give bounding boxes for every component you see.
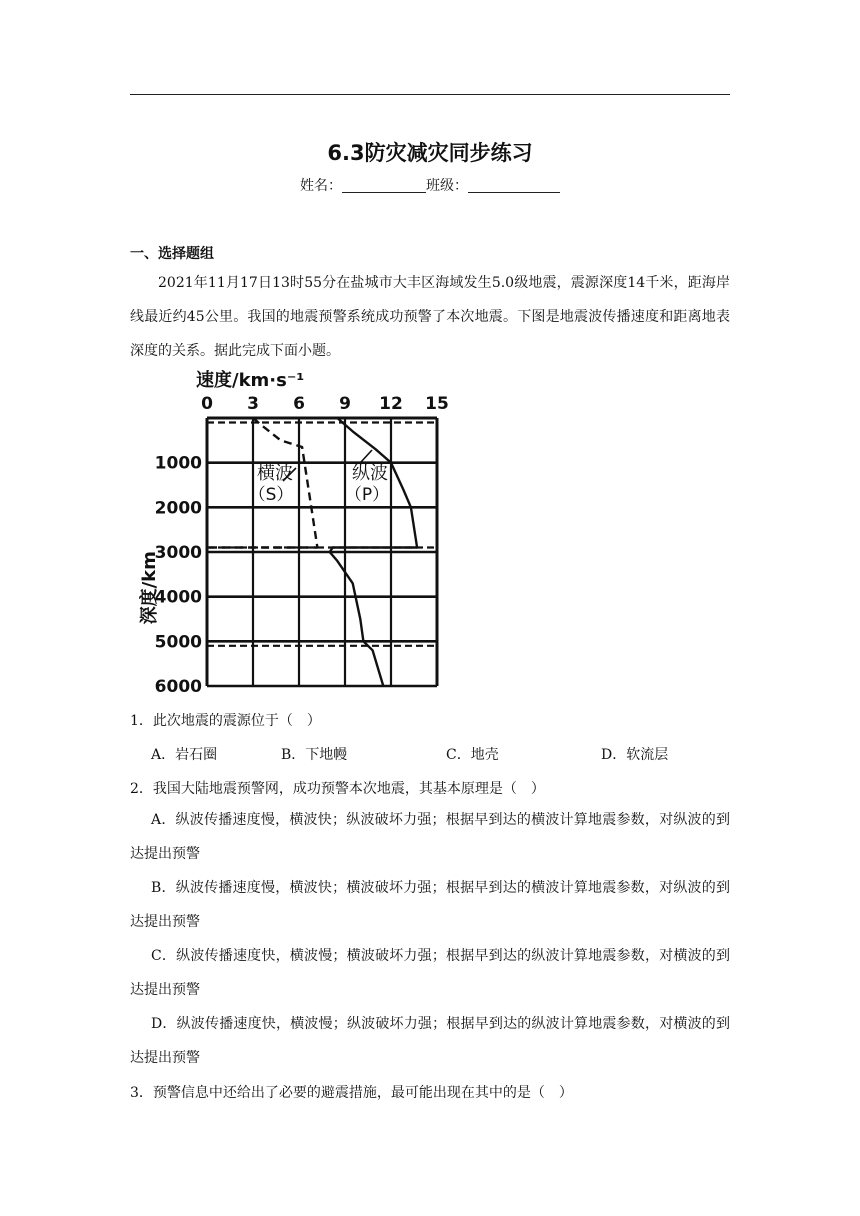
class-blank[interactable] [468,178,560,193]
x-tick-label: 6 [293,394,305,414]
q2-option-d[interactable]: D．纵波传播速度快，横波慢；纵波破坏力强；根据早到达的纵波计算地震参数，对横波的到达提出预警 [130,1016,730,1066]
q1-option-c[interactable]: C．地壳 [446,747,499,763]
question-2-stem: 2．我国大陆地震预警网，成功预警本次地震，其基本原理是（ ） [130,781,545,797]
p-wave-label-sub: （P） [344,485,390,505]
p-wave-leader [361,450,372,462]
y-axis-title: 深度/km [139,551,160,625]
q1-option-a[interactable]: A．岩石圈 [151,747,218,763]
header-rule [130,94,730,95]
y-tick-label: 4000 [154,587,202,608]
x-tick-label: 12 [379,394,403,414]
x-tick-label: 0 [201,394,213,414]
question-1-options [151,744,731,764]
question-3-stem: 3．预警信息中还给出了必要的避震措施，最可能出现在其中的是（ ） [130,1085,573,1101]
intro-paragraph: 2021年11月17日13时55分在盐城市大丰区海域发生5.0级地震，震源深度14千米，距海岸线最近约45公里。我国的地震预警系统成功预警了本次地震。下图是地震波传播速度和距离地表深度的关系。据此完成下面小题。 [130,275,730,359]
p-wave-label: 纵波 [352,463,388,484]
s-wave-label-sub: （S） [248,485,294,505]
q2-option-c[interactable]: C．纵波传播速度快，横波慢；横波破坏力强；根据早到达的纵波计算地震参数，对横波的到达提出预警 [130,948,730,998]
y-tick-label: 5000 [154,632,202,653]
question-1-stem: 1．此次地震的震源位于（ ） [130,713,321,729]
section-heading: 一、选择题组 [130,246,214,262]
y-tick-label: 1000 [154,453,202,474]
seismic-wave-chart [130,366,450,700]
name-label: 姓名： [300,178,342,194]
q2-option-a[interactable]: A．纵波传播速度慢，横波快；纵波破坏力强；根据早到达的横波计算地震参数，对纵波的到达提出预警 [130,812,730,862]
y-tick-label: 3000 [154,543,202,563]
q1-option-b[interactable]: B．下地幔 [281,747,348,763]
x-axis-title: 速度/km·s⁻¹ [196,370,305,391]
q2-option-b[interactable]: B．纵波传播速度慢，横波快；横波破坏力强；根据早到达的横波计算地震参数，对纵波的到达提出预警 [130,880,730,930]
chart-svg [130,366,450,696]
name-blank[interactable] [342,178,426,193]
q1-option-d[interactable]: D．软流层 [601,747,669,763]
y-tick-label: 6000 [154,677,202,696]
y-tick-label: 2000 [154,498,202,519]
x-tick-label: 15 [425,394,449,414]
s-wave-label: 横波 [257,463,293,484]
page-title: 6.3防灾减灾同步练习 [327,141,533,165]
x-tick-label: 3 [247,394,259,414]
x-tick-label: 9 [339,394,351,414]
student-info-line [0,175,860,195]
class-label: 班级： [426,178,468,194]
